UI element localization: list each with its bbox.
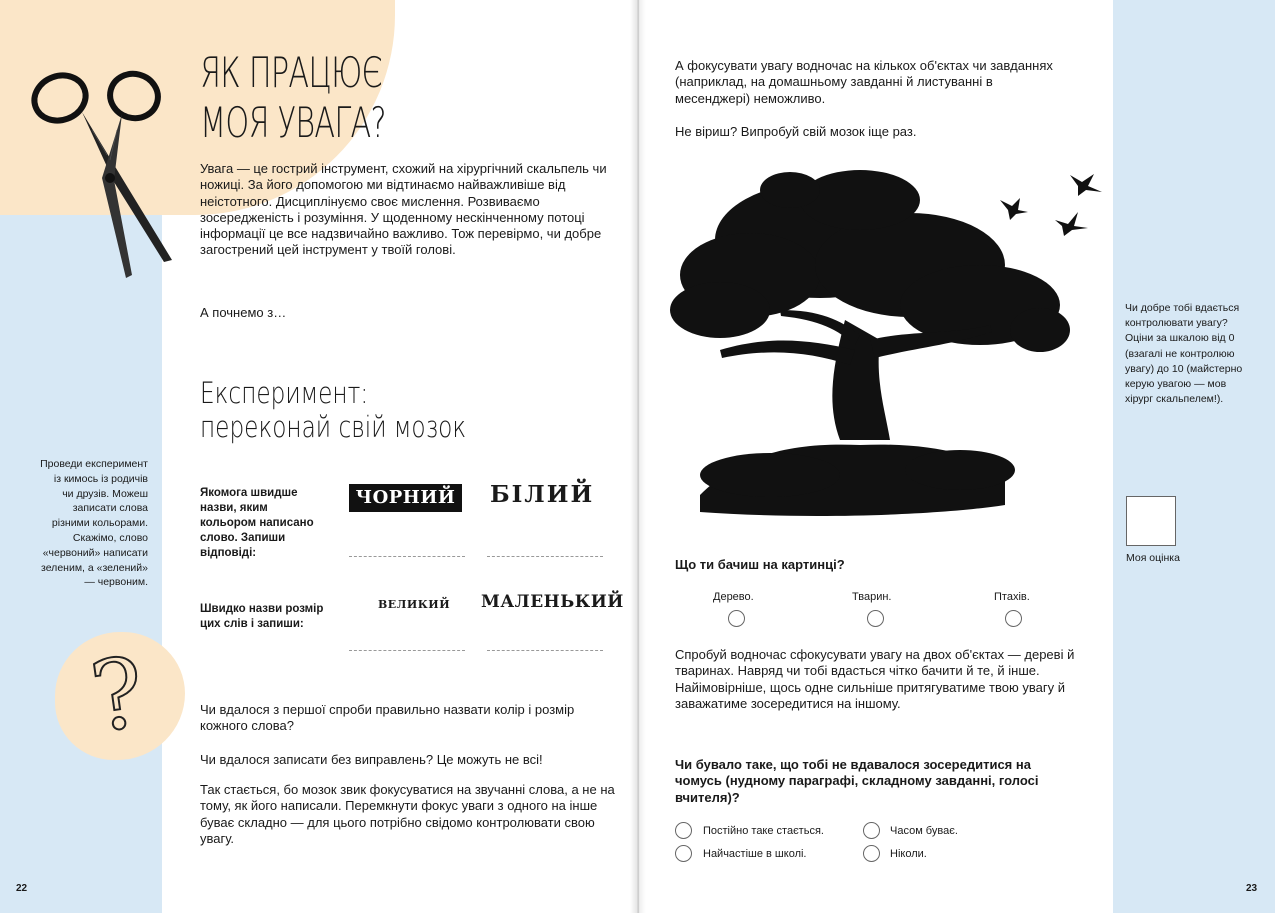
paragraph-try-again: Не віриш? Випробуй свій мозок іще раз.: [675, 124, 917, 139]
paragraph-no-corrections: Чи вдалося записати без виправлень? Це можуть не всі!: [200, 752, 543, 767]
option-label-animals: Тварин.: [852, 591, 892, 603]
task2-answer-line-2[interactable]: [487, 650, 603, 651]
tree-silhouette-illustration: [660, 160, 1110, 525]
answer-radio-at-school[interactable]: [675, 845, 692, 862]
question-mark-icon: ?: [84, 635, 152, 755]
paragraph-focus-two: Спробуй водночас сфокусувати увагу на двох об'єктах — дереві й тваринах. Навряд чи тобі вдасться чітко бачити й те, й інше. Найімовірніше, щось одне сильніше притягуватиме твою увагу й заважатиме зосередитися на іншому.: [675, 647, 1075, 711]
task2-word-small: ВЕЛИКИЙ: [378, 598, 451, 611]
answer-label-constantly: Постійно таке стається.: [703, 825, 824, 837]
task1-answer-line-1[interactable]: [349, 556, 465, 557]
task1-label: Якомога швидше назви, яким кольором написано слово. Запиши відповіді:: [200, 487, 314, 559]
concentration-question: Чи бувало таке, що тобі не вдавалося зосередитися на чомусь (нудному параграфі, складному завданні, голосі вчителя)?: [675, 757, 1039, 805]
paragraph-multitask: А фокусувати увагу водночас на кількох об'єктах чи завданнях (наприклад, на домашньому завданні й листуванні в месенджері) неможливо.: [675, 58, 1053, 106]
page-title: ЯК ПРАЦЮЄ МОЯ УВАГА?: [200, 48, 386, 147]
option-radio-animals[interactable]: [867, 610, 884, 627]
page-number-right: 23: [1246, 883, 1258, 894]
answer-radio-sometimes[interactable]: [863, 822, 880, 839]
answer-label-never: Ніколи.: [890, 848, 927, 860]
right-margin-background: [1113, 0, 1275, 913]
side-note-right: Чи добре тобі вдається контролювати увагу? Оціни за шкалою від 0 (взагалі не контролюю увагу) до 10 (майстерно керую увагою — мов хірург скальпелем!).: [1125, 302, 1243, 406]
answer-radio-constantly[interactable]: [675, 822, 692, 839]
answer-radio-never[interactable]: [863, 845, 880, 862]
score-label: Моя оцінка: [1126, 552, 1180, 564]
start-text: А почнемо з…: [200, 305, 287, 320]
task1-word-black: ЧОРНИЙ: [349, 484, 462, 512]
experiment-title: Експеримент: переконай свій мозок: [200, 376, 467, 444]
score-input-box[interactable]: [1126, 496, 1176, 546]
task1-word-white: БІЛИЙ: [490, 481, 595, 508]
picture-question: Що ти бачиш на картинці?: [675, 557, 845, 572]
side-note-left: Проведи експеримент із кимось із родичів чи друзів. Можеш записати слова різними кольорами. Скажімо, слово «червоний» написати зеленим, а «зелений» — червоним.: [40, 458, 148, 589]
intro-paragraph: Увага — це гострий інструмент, схожий на хірургічний скальпель чи ножиці. За його допомогою ми відтинаємо найважливіше від неістотного. Дисциплінуємо своє мислення. Розвиваємо зосередженість і розуміння. У щоденному нескінченному потоці інформації це все надзвичайно важливо. Тож перевірмо, чи добре загострений цей інструмент у твоїй голові.: [200, 161, 607, 258]
option-label-tree: Дерево.: [713, 591, 754, 603]
page-number-left: 22: [16, 883, 28, 894]
task2-answer-line-1[interactable]: [349, 650, 465, 651]
option-label-birds: Птахів.: [994, 591, 1030, 603]
task2-label: Швидко назви розмір цих слів і запиши:: [200, 603, 324, 630]
task2-word-big: МАЛЕНЬКИЙ: [481, 592, 624, 612]
scissors-illustration: [22, 60, 192, 285]
option-radio-tree[interactable]: [728, 610, 745, 627]
paragraph-first-try: Чи вдалося з першої спроби правильно назвати колір і розмір кожного слова?: [200, 702, 575, 734]
book-spine-shadow: [630, 0, 646, 913]
option-radio-birds[interactable]: [1005, 610, 1022, 627]
task1-answer-line-2[interactable]: [487, 556, 603, 557]
paragraph-explanation: Так стається, бо мозок звик фокусуватися на звучанні слова, а не на тому, як його написали. Перемкнути фокус уваги з одного на інше буває складно — для цього потрібно свідомо контролювати свою увагу.: [200, 782, 615, 846]
answer-label-sometimes: Часом буває.: [890, 825, 958, 837]
answer-label-at-school: Найчастіше в школі.: [703, 848, 807, 860]
